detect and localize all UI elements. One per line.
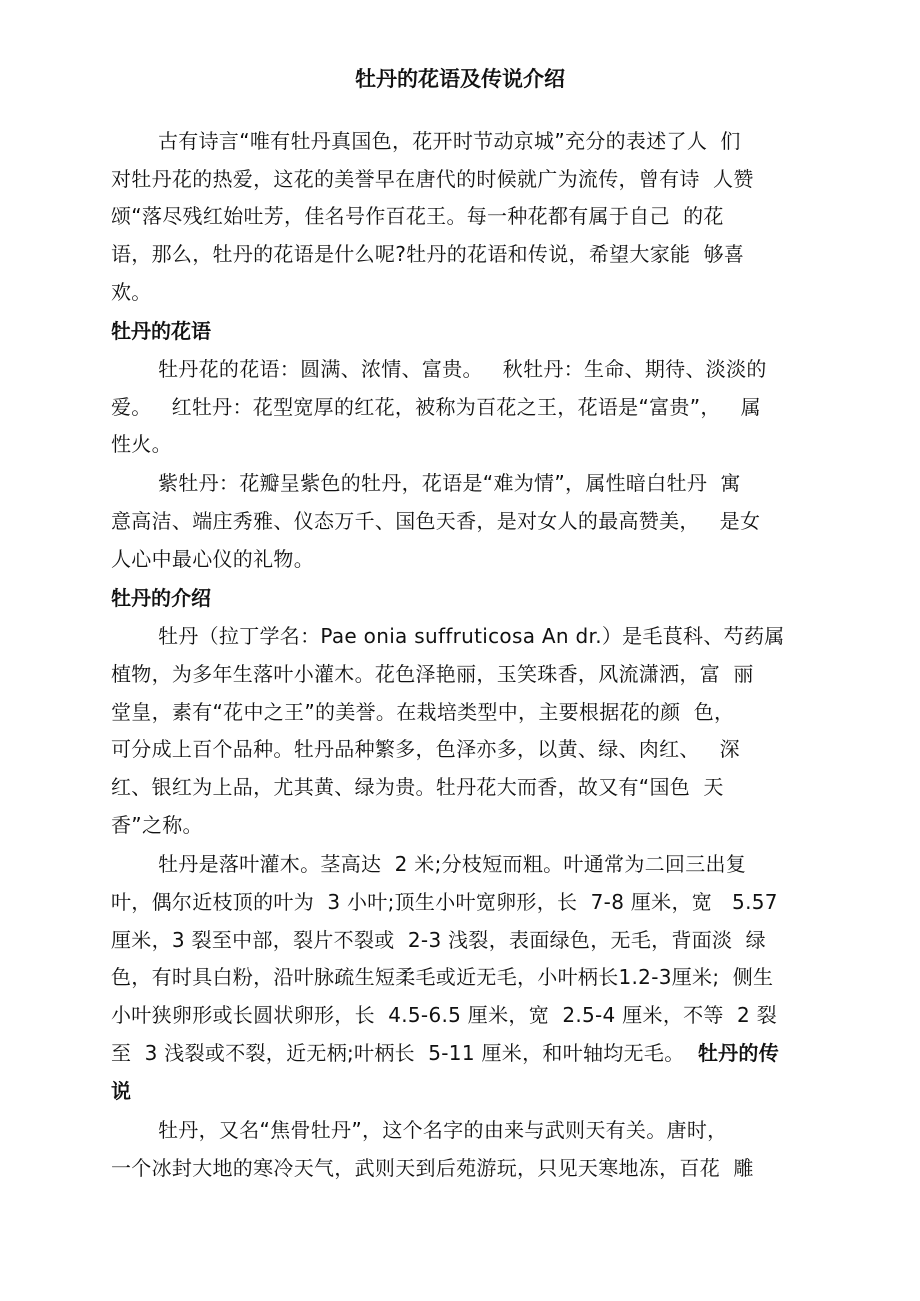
paragraph-line: 堂皇，素有“花中之王”的美誉。在栽培类型中，主要根据花的颜 色， <box>111 700 735 724</box>
paragraph-line: 叶，偶尔近枝顶的叶为 3 小叶;顶生小叶宽卵形，长 7-8 厘米，宽 5.57 <box>111 890 778 914</box>
paragraph-line: 色，有时具白粉，沿叶脉疏生短柔毛或近无毛，小叶柄长1.2-3厘米; 侧生 <box>111 965 774 989</box>
page-title: 牡丹的花语及传说介绍 <box>355 67 565 91</box>
section-heading-legend: 牡丹的传 <box>697 1041 780 1065</box>
paragraph-line: 爱。 红牡丹：花型宽厚的红花，被称为百花之王，花语是“富贵”， 属 <box>111 395 761 419</box>
paragraph-line: 颂“落尽残红始吐芳，佳名号作百花王。每一种花都有属于自己 的花 <box>111 204 724 228</box>
paragraph-line <box>111 1038 779 1068</box>
paragraph-line: 意高洁、端庄秀雅、仪态万千、国色天香，是对女人的最高赞美， 是女 <box>111 509 761 533</box>
paragraph-text: 至 3 浅裂或不裂，近无柄;叶柄长 5-11 厘米，和叶轴均无毛。 <box>111 1041 685 1065</box>
section-heading-flower-language: 牡丹的花语 <box>111 319 211 343</box>
paragraph-line: 牡丹是落叶灌木。茎高达 2 米;分枝短而粗。叶通常为二回三出复 <box>158 852 747 876</box>
paragraph-line: 人心中最心仪的礼物。 <box>111 547 314 571</box>
paragraph-line: 牡丹，又名“焦骨牡丹”，这个名字的由来与武则天有关。唐时， <box>158 1118 728 1142</box>
paragraph-line: 植物，为多年生落叶小灌木。花色泽艳丽，玉笑珠香，风流潇洒，富 丽 <box>111 662 754 686</box>
section-heading-legend-continued: 说 <box>111 1079 131 1103</box>
paragraph-line: 可分成上百个品种。牡丹品种繁多，色泽亦多，以黄、绿、肉红、 深 <box>111 737 740 761</box>
paragraph-line: 紫牡丹：花瓣呈紫色的牡丹，花语是“难为情”，属性暗白牡丹 寓 <box>158 471 741 495</box>
paragraph-line: 红、银红为上品，尤其黄、绿为贵。牡丹花大而香，故又有“国色 天 <box>111 775 724 799</box>
paragraph-line: 小叶狭卵形或长圆状卵形，长 4.5-6.5 厘米，宽 2.5-4 厘米，不等 2 裂 <box>111 1003 778 1027</box>
paragraph-line: 牡丹（拉丁学名：Pae onia suffruticosa An dr.）是毛茛科、芍药属 <box>158 624 785 648</box>
section-heading-introduction: 牡丹的介绍 <box>111 586 211 610</box>
paragraph-line: 语，那么，牡丹的花语是什么呢?牡丹的花语和传说，希望大家能 够喜 <box>111 242 745 266</box>
paragraph-line: 牡丹花的花语：圆满、浓情、富贵。 秋牡丹：生命、期待、淡淡的 <box>158 357 767 381</box>
paragraph-line: 厘米，3 裂至中部，裂片不裂或 2-3 浅裂，表面绿色，无毛，背面淡 绿 <box>111 928 766 952</box>
paragraph-line: 一个冰封大地的寒冷天气，武则天到后苑游玩，只见天寒地冻，百花 雕 <box>111 1156 754 1180</box>
paragraph-line: 性火。 <box>111 432 172 456</box>
paragraph-line: 古有诗言“唯有牡丹真国色，花开时节动京城”充分的表述了人 们 <box>158 129 741 153</box>
paragraph-line: 对牡丹花的热爱，这花的美誉早在唐代的时候就广为流传，曾有诗 人赞 <box>111 167 754 191</box>
paragraph-line: 欢。 <box>111 280 152 304</box>
paragraph-line: 香”之称。 <box>111 813 203 837</box>
